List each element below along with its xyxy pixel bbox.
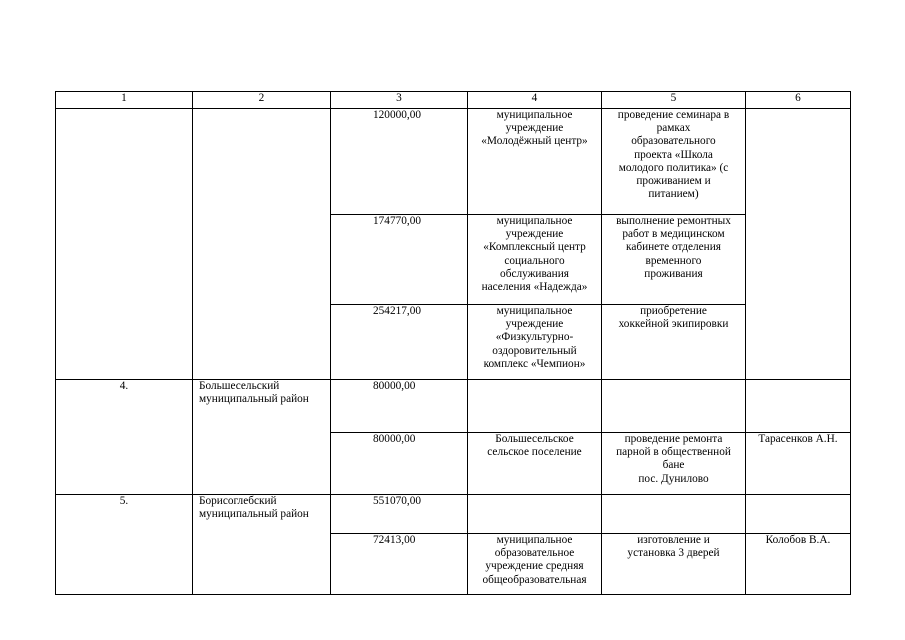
purpose: изготовление и установка 3 дверей — [627, 534, 720, 560]
purpose-cell — [602, 433, 746, 495]
purpose: приобретение хоккейной экипировки — [618, 305, 729, 331]
purpose-cell — [602, 109, 746, 215]
header-col-5: 5 — [602, 92, 746, 109]
responsible-cell — [746, 109, 851, 380]
org-cell — [468, 305, 602, 380]
purpose-cell — [602, 534, 746, 595]
purpose: проведение семинара в рамках образовательного проекта «Школа молодого политика» (с проживанием и питанием) — [617, 109, 730, 201]
amount: 72413,00 — [373, 534, 416, 546]
responsible-person: Колобов В.А. — [765, 534, 831, 546]
responsible-cell — [746, 534, 851, 595]
org-name: муниципальное образовательное учреждение средняя общеобразовательная — [482, 534, 587, 586]
org-name: муниципальное учреждение «Физкультурно- оздоровительный комплекс «Чемпион» — [483, 305, 586, 370]
org-cell — [468, 380, 602, 433]
allocation-table — [55, 91, 851, 595]
amount-cell — [331, 215, 468, 305]
amount: 80000,00 — [373, 380, 416, 392]
org-name: муниципальное учреждение «Комплексный центр социального обслуживания населения «Надежда» — [481, 215, 588, 294]
table-row — [56, 109, 851, 215]
amount-cell — [331, 433, 468, 495]
responsible-person: Тарасенков А.Н. — [758, 433, 838, 445]
org-cell — [468, 215, 602, 305]
header-col-3: 3 — [331, 92, 468, 109]
amount-cell — [331, 495, 468, 534]
purpose-cell — [602, 495, 746, 534]
header-row — [56, 92, 851, 109]
amount: 551070,00 — [373, 495, 422, 507]
purpose: проведение ремонта парной в общественной бане пос. Дунилово — [616, 433, 731, 485]
row-number-cell — [56, 109, 193, 380]
row-number-cell — [56, 495, 193, 595]
district-cell — [193, 109, 331, 380]
org-name: Большесельское сельское поселение — [487, 433, 582, 459]
purpose-cell — [602, 380, 746, 433]
amount-cell — [331, 109, 468, 215]
header-col-6: 6 — [746, 92, 851, 109]
amount-cell — [331, 534, 468, 595]
purpose-cell — [602, 215, 746, 305]
header-col-4: 4 — [468, 92, 602, 109]
amount: 174770,00 — [373, 215, 422, 227]
amount-cell — [331, 305, 468, 380]
amount: 80000,00 — [373, 433, 416, 445]
org-cell — [468, 109, 602, 215]
header-col-2: 2 — [193, 92, 331, 109]
table-row — [56, 495, 851, 534]
district-cell — [193, 380, 331, 495]
responsible-cell — [746, 433, 851, 495]
org-cell — [468, 534, 602, 595]
row-number: 4. — [119, 380, 129, 392]
district-name: Борисоглебский муниципальный район — [199, 495, 309, 521]
district-cell — [193, 495, 331, 595]
org-cell — [468, 495, 602, 534]
table-row — [56, 380, 851, 433]
amount: 254217,00 — [373, 305, 422, 317]
responsible-cell — [746, 495, 851, 534]
header-col-1: 1 — [56, 92, 193, 109]
org-name: муниципальное учреждение «Молодёжный центр» — [481, 109, 588, 148]
row-number: 5. — [119, 495, 129, 507]
amount: 120000,00 — [373, 109, 422, 121]
amount-cell — [331, 380, 468, 433]
district-name: Большесельский муниципальный район — [199, 380, 309, 406]
row-number-cell — [56, 380, 193, 495]
purpose: выполнение ремонтных работ в медицинском кабинете отделения временного проживания — [616, 215, 731, 280]
purpose-cell — [602, 305, 746, 380]
org-cell — [468, 433, 602, 495]
responsible-cell — [746, 380, 851, 433]
